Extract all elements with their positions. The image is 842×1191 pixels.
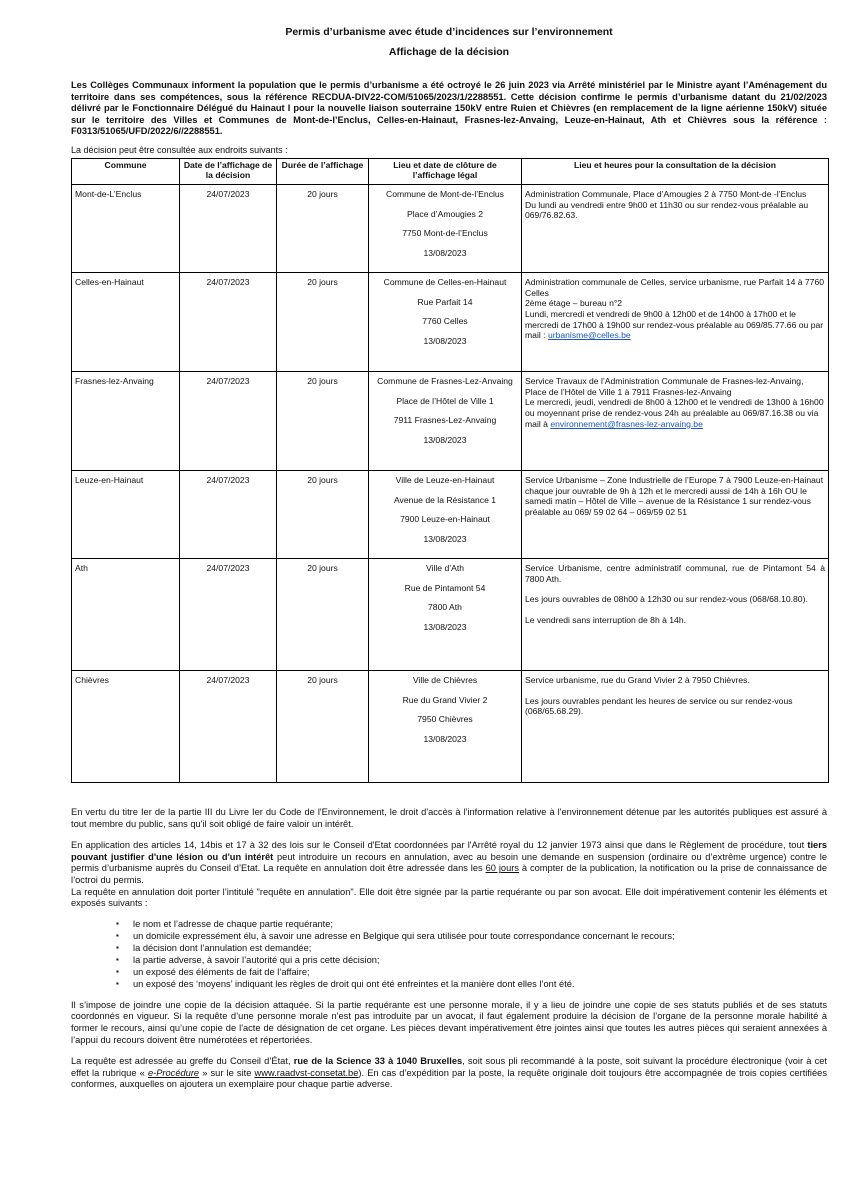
table-row (72, 371, 829, 470)
lieu-street: Rue du Grand Vivier 2 (402, 694, 488, 705)
header-consultation: Lieu et heures pour la consultation de la décision (522, 158, 829, 184)
cell-lieu (369, 371, 522, 470)
cell-date: 24/07/2023 (180, 470, 277, 558)
cell-consultation (522, 558, 829, 670)
consult-line: Le vendredi sans interruption de 8h à 14h. (525, 615, 687, 626)
header-date: Date de l’affichage de la décision (180, 158, 277, 184)
cell-consultation (522, 184, 829, 272)
consult-line: Administration communale de Celles, service urbanisme, rue Parfait 14 à 7760 Celles (525, 276, 825, 298)
cell-consultation (522, 272, 829, 371)
list-item: ▪ un domicile expressément élu, à savoir une adresse en Belgique qui sera utilisée pour toute correspondance concernant le recours; (133, 930, 827, 942)
consultation-table (71, 158, 829, 783)
lieu-city: 7950 Chièvres (417, 714, 473, 725)
lieu-street: Place de l’Hôtel de Ville 1 (396, 395, 494, 406)
cell-commune: Leuze-en-Hainaut (72, 470, 180, 558)
lieu-city: 7760 Celles (422, 316, 468, 327)
cell-commune: Mont-de-L’Enclus (72, 184, 180, 272)
lieu-name: Commune de Mont-de-l’Enclus (386, 188, 504, 199)
lieu-street: Rue Parfait 14 (417, 296, 473, 307)
cell-date: 24/07/2023 (180, 184, 277, 272)
table-row (72, 272, 829, 371)
header-duree: Durée de l’affichage (277, 158, 369, 184)
lieu-street: Place d’Amougies 2 (407, 208, 483, 219)
cell-duree: 20 jours (277, 272, 369, 371)
consult-line: Le mercredi, jeudi, vendredi de 8h00 à 12h00 et le vendredi de 13h00 à 16h00 ou moyennant prise de rendez-vous 24h au préalable au 069/87.16.38 ou via mail à environnement@frasnes-lez-anvaing.be (525, 397, 824, 429)
cell-lieu (369, 184, 522, 272)
cell-duree: 20 jours (277, 184, 369, 272)
requirements-list (71, 918, 827, 990)
list-item: ▪ la décision dont l’annulation est demandée; (133, 942, 827, 954)
cell-date: 24/07/2023 (180, 558, 277, 670)
paragraph-pieces: Il s’impose de joindre une copie de la décision attaquée. Si la partie requérante est une personne morale, il y a lieu de joindre une copie de ses statuts publiés et de ses statuts coordonnés en vigueur. Si la requête d’une personne morale n'est pas introduite par un avocat, il faut également produire la décision de l’organe de la personne morale habilité à former le recours, ainsi qu’une copie de l'acte de désignation de cet organe. Les pièces devant impérativement être jointes ainsi que toutes les autres pièces qui seraient annexées à l’appui du recours doivent être numérotées et répertoriées. (71, 999, 827, 1045)
list-item: ▪ un exposé des éléments de fait de l’affaire; (133, 966, 827, 978)
consult-line: Service Travaux de l’Administration Communale de Frasnes-lez-Anvaing, Place de l’Hôtel de Ville 1 à 7911 Frasnes-lez-Anvaing (525, 375, 804, 397)
table-header-row (72, 158, 829, 184)
header-commune: Commune (72, 158, 180, 184)
header-lieu: Lieu et date de clôture de l’affichage légal (369, 158, 522, 184)
cell-duree: 20 jours (277, 371, 369, 470)
consult-line: Du lundi au vendredi entre 9h00 et 11h30 ou sur rendez-vous préalable au 069/76.82.63. (525, 199, 809, 221)
paragraph-recours: En application des articles 14, 14bis et 17 à 32 des lois sur le Conseil d'Etat coordonnées par l'Arrêté royal du 12 janvier 1973 ainsi que dans le Règlement de procédure, tout tiers pouvant justifier d'une lésion ou d'un intérêt peut introduire un recours en annulation, avec au besoin une demande en suspension (ordinaire ou d’extrême urgence) contre le permis d’urbanisme auprès du Conseil d’Etat. La requête en annulation doit être adressée dans les 60 jours à compter de la publication, la notification ou la prise de connaissance de l’octroi du permis. (71, 840, 828, 885)
cell-commune: Chièvres (72, 670, 180, 782)
lieu-street: Avenue de la Résistance 1 (393, 494, 497, 505)
lieu-date: 13/08/2023 (423, 734, 467, 745)
lieu-city: 7750 Mont-de-l’Enclus (402, 228, 488, 239)
consult-line: Service Urbanisme – Zone Industrielle de l’Europe 7 à 7900 Leuze-en-Hainaut chaque jour ouvrable de 9h à 12h et le mercredi aussi de 14h à 16h OU le samedi matin – Hôtel de Ville – avenue de la Résistance 1 sur rendez-vous préalable au 069/ 59 02 64 – 069/59 02 51 (525, 474, 824, 518)
lieu-date: 13/08/2023 (423, 336, 467, 347)
lieu-name: Commune de Frasnes-Lez-Anvaing (377, 375, 513, 386)
email-link[interactable]: environnement@frasnes-lez-anvaing.be (550, 418, 703, 429)
consult-line: Les jours ouvrables pendant les heures de service ou sur rendez-vous (068/65.68.29). (525, 695, 793, 717)
document-subtitle: Affichage de la décision (388, 46, 510, 58)
cell-duree: 20 jours (277, 558, 369, 670)
lieu-name: Ville d’Ath (425, 562, 465, 573)
table-row (72, 470, 829, 558)
intro-paragraph: Les Collèges Communaux informent la population que le permis d’urbanisme a été octroyé le 26 juin 2023 via Arrêté ministériel par le Ministre ayant l’Aménagement du territoire dans ses compétences, sous la référence RECDUA-DIV22-COM/51065/2023/1/2288551. Cette décision confirme le permis d’urbanisme datant du 21/02/2023 délivré par le Fonctionnaire Délégué du Hainaut I pour la nouvelle liaison souterraine 150kV entre Ruien et Chièvres (en remplacement de la ligne aérienne 150kV) située sur le territoire des Villes et Communes de Mont-de-l’Enclus, Celles-en-Hainaut, Frasnes-lez-Anvaing, Leuze-en-Hainaut, Ath et Chièvres sous la référence : F0313/51065/UFD/2022/6//2288551. (71, 80, 827, 137)
consult-line: Service urbanisme, rue du Grand Vivier 2 à 7950 Chièvres. (525, 674, 750, 685)
cell-duree: 20 jours (277, 470, 369, 558)
consult-line: 2ème étage – bureau n°2 (525, 298, 623, 309)
cell-lieu (369, 470, 522, 558)
cell-date: 24/07/2023 (180, 272, 277, 371)
paragraph-access-info: En vertu du titre Ier de la partie III du Livre Ier du Code de l'Environnement, le droit d'accès à l'information relative à l'environnement détenue par les autorités publiques est assuré à tout membre du public, sans qu'il soit obligé de faire valoir un intérêt. (71, 806, 827, 829)
lieu-city: 7800 Ath (428, 602, 462, 613)
cell-date: 24/07/2023 (180, 371, 277, 470)
consult-line: Administration Communale, Place d’Amougies 2 à 7750 Mont-de -l’Enclus (525, 188, 807, 199)
cell-consultation (522, 470, 829, 558)
lieu-city: 7911 Frasnes-Lez-Anvaing (393, 415, 497, 426)
table-lead: La décision peut être consultée aux endroits suivants : (71, 144, 288, 155)
cell-commune: Celles-en-Hainaut (72, 272, 180, 371)
lieu-date: 13/08/2023 (423, 622, 467, 633)
document-page (71, 22, 827, 1091)
cell-consultation (522, 371, 829, 470)
cell-commune: Frasnes-lez-Anvaing (72, 371, 180, 470)
lieu-city: 7900 Leuze-en-Hainaut (400, 514, 490, 525)
email-link[interactable]: urbanisme@celles.be (547, 330, 631, 341)
e-procedure-link[interactable]: e-Procédure (147, 1067, 200, 1078)
paragraph-greffe: La requête est adressée au greffe du Conseil d’État, rue de la Science 33 à 1040 Bruxelles, soit sous pli recommandé à la poste, soit suivant la procédure électronique (voir à cet effet la rubrique « e-Procédure » sur le site www.raadvst-consetat.be). En cas d’expédition par la poste, la requête originale doit toujours être accompagnée de trois copies certifiées conformes, auxquelles on ajoutera un exemplaire pour chaque partie adverse. (71, 1056, 827, 1090)
cell-lieu (369, 272, 522, 371)
consult-line: Les jours ouvrables de 08h00 à 12h30 ou sur rendez-vous (068/68.10.80). (525, 594, 808, 605)
consult-line: Lundi, mercredi et vendredi de 9h00 à 12h00 et de 14h00 à 17h00 et le mercredi de 17h00 à 19h00 sur rendez-vous préalable au 069/85.77.66 ou par mail : urbanisme@celles.be (525, 309, 824, 341)
consult-line: Service Urbanisme, centre administratif communal, rue de Pintamont 54 à 7800 Ath. (525, 562, 825, 584)
list-item: ▪ le nom et l’adresse de chaque partie requérante; (133, 918, 827, 930)
cell-consultation (522, 670, 829, 782)
cell-lieu (369, 670, 522, 782)
lieu-name: Ville de Chièvres (412, 674, 478, 685)
lieu-street: Rue de Pintamont 54 (404, 582, 486, 593)
legal-text (71, 807, 827, 1091)
lieu-name: Ville de Leuze-en-Hainaut (395, 474, 495, 485)
list-item: ▪ la partie adverse, à savoir l’autorité qui a pris cette décision; (133, 954, 827, 966)
lieu-date: 13/08/2023 (423, 534, 467, 545)
lieu-date: 13/08/2023 (423, 435, 467, 446)
table-row (72, 184, 829, 272)
table-row (72, 670, 829, 782)
website-link[interactable]: www.raadvst-consetat.be (254, 1067, 359, 1078)
cell-commune: Ath (72, 558, 180, 670)
document-title: Permis d’urbanisme avec étude d’incidences sur l’environnement (285, 26, 613, 38)
cell-duree: 20 jours (277, 670, 369, 782)
lieu-date: 13/08/2023 (423, 248, 467, 259)
cell-date: 24/07/2023 (180, 670, 277, 782)
table-row (72, 558, 829, 670)
lieu-name: Commune de Celles-en-Hainaut (383, 276, 507, 287)
cell-lieu (369, 558, 522, 670)
list-item: ▪ un exposé des ‘moyens’ indiquant les règles de droit qui ont été enfreintes et la manière dont elles l’ont été. (133, 978, 827, 990)
paragraph-requete: La requête en annulation doit porter l’intitulé "requête en annulation". Elle doit être signée par la partie requérante ou par son avocat. Elle doit impérativement contenir les éléments et exposés suivants : (71, 886, 827, 909)
